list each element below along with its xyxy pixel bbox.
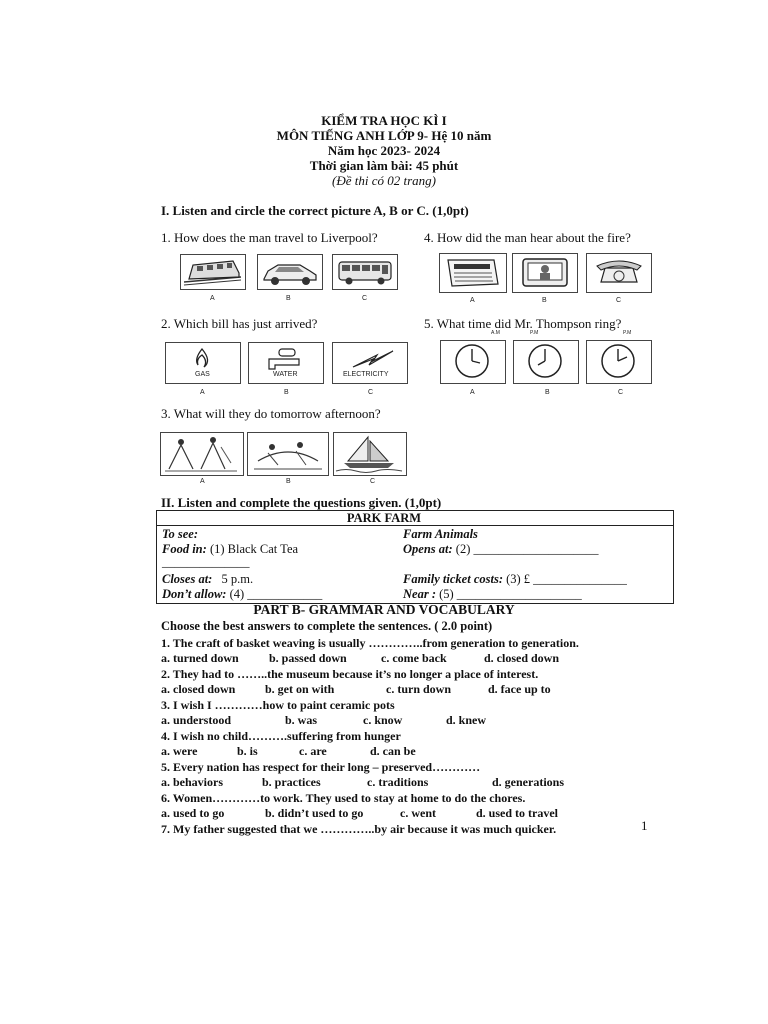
pm-label: P.M bbox=[623, 330, 632, 336]
food-value: (1) Black Cat Tea bbox=[209, 542, 299, 556]
option-c-label: C bbox=[370, 478, 376, 485]
option-c-label: C bbox=[368, 389, 374, 396]
option-b-label: B bbox=[286, 478, 291, 485]
option-a[interactable]: a. understood bbox=[161, 713, 232, 727]
food-blank[interactable]: ______________ bbox=[162, 555, 250, 569]
picture-clock-b[interactable] bbox=[513, 340, 579, 384]
ticket-label: Family ticket costs: bbox=[403, 572, 503, 586]
option-b-label: B bbox=[286, 295, 291, 302]
question-2: 2. Which bill has just arrived? bbox=[161, 316, 318, 331]
grammar-question-7: 7. My father suggested that we …………..by air because it was much quicker. bbox=[161, 822, 557, 836]
time-allowed: Thời gian làm bài: 45 phút bbox=[309, 158, 459, 173]
option-c[interactable]: c. traditions bbox=[367, 775, 429, 789]
page-count-note: (Đề thi có 02 trang) bbox=[332, 173, 436, 188]
option-c[interactable]: c. know bbox=[363, 713, 403, 727]
picture-picnic[interactable] bbox=[247, 432, 329, 476]
closes-label: Closes at: bbox=[162, 572, 213, 586]
grammar-question-6: 6. Women…………to work. They used to stay at home to do the chores. bbox=[161, 791, 526, 805]
subject-line: MÔN TIẾNG ANH LỚP 9- Hệ 10 năm bbox=[276, 128, 492, 143]
option-b[interactable]: b. was bbox=[285, 713, 318, 727]
picture-clock-a[interactable] bbox=[440, 340, 506, 384]
sailboat-icon bbox=[334, 433, 405, 474]
school-year: Năm học 2023- 2024 bbox=[327, 143, 441, 158]
grammar-question-5: 5. Every nation has respect for their long – preserved………… bbox=[161, 760, 481, 774]
option-a-label: A bbox=[470, 389, 475, 396]
question-1: 1. How does the man travel to Liverpool? bbox=[161, 230, 378, 245]
electricity-label: ELECTRICITY bbox=[343, 371, 389, 378]
picture-clock-c[interactable] bbox=[586, 340, 652, 384]
park-farm-title: PARK FARM bbox=[346, 511, 422, 525]
option-a[interactable]: a. used to go bbox=[161, 806, 225, 820]
option-a[interactable]: a. behaviors bbox=[161, 775, 224, 789]
near-row bbox=[403, 587, 582, 602]
picture-electricity-bill[interactable] bbox=[332, 342, 408, 384]
am-label: A.M bbox=[491, 330, 500, 336]
question-5: 5. What time did Mr. Thompson ring? bbox=[424, 316, 622, 331]
car-icon bbox=[258, 255, 321, 288]
dont-allow-row bbox=[162, 587, 322, 602]
option-c[interactable]: c. went bbox=[400, 806, 436, 820]
option-d[interactable]: d. closed down bbox=[484, 651, 560, 665]
option-a[interactable]: a. were bbox=[161, 744, 198, 758]
picture-television[interactable] bbox=[512, 253, 578, 293]
gas-label: GAS bbox=[195, 371, 210, 378]
pm-label: P.M bbox=[530, 330, 539, 336]
bus-icon bbox=[333, 255, 396, 288]
option-a-label: A bbox=[200, 389, 205, 396]
to-see-value: Farm Animals bbox=[403, 527, 478, 541]
picture-bus[interactable] bbox=[332, 254, 398, 290]
picture-telephone[interactable] bbox=[586, 253, 652, 293]
picture-car[interactable] bbox=[257, 254, 323, 290]
option-a-label: A bbox=[210, 295, 215, 302]
ticket-row bbox=[403, 572, 627, 587]
part-b-instruction: Choose the best answers to complete the sentences. ( 2.0 point) bbox=[161, 619, 493, 633]
option-b-label: B bbox=[545, 389, 550, 396]
option-c-label: C bbox=[618, 389, 624, 396]
picture-people-walking[interactable] bbox=[160, 432, 244, 476]
option-a[interactable]: a. closed down bbox=[161, 682, 236, 696]
option-b[interactable]: b. passed down bbox=[269, 651, 347, 665]
picture-water-bill[interactable] bbox=[248, 342, 324, 384]
question-4: 4. How did the man hear about the fire? bbox=[424, 230, 631, 245]
clock-icon bbox=[441, 341, 504, 382]
option-c[interactable]: c. turn down bbox=[386, 682, 452, 696]
to-see-row bbox=[162, 527, 198, 542]
option-c[interactable]: c. come back bbox=[381, 651, 447, 665]
dont-allow-label: Don’t allow: bbox=[162, 587, 227, 601]
food-label: Food in: bbox=[162, 542, 207, 556]
clock-icon bbox=[514, 341, 577, 382]
to-see-label: To see: bbox=[162, 527, 198, 541]
picnic-icon bbox=[248, 433, 327, 474]
option-b[interactable]: b. didn’t used to go bbox=[265, 806, 364, 820]
section1-title: I. Listen and circle the correct picture A, B or C. (1,0pt) bbox=[161, 203, 469, 218]
near-value[interactable]: (5) ____________________ bbox=[439, 587, 582, 601]
grammar-question-1: 1. The craft of basket weaving is usually …………..from generation to generation. bbox=[161, 636, 579, 650]
option-b-label: B bbox=[284, 389, 289, 396]
train-icon bbox=[181, 255, 244, 288]
part-b-title: PART B- GRAMMAR AND VOCABULARY bbox=[253, 602, 515, 617]
hiking-icon bbox=[161, 433, 242, 474]
grammar-question-2: 2. They had to ……..the museum because it’s no longer a place of interest. bbox=[161, 667, 539, 681]
option-b-label: B bbox=[542, 297, 547, 304]
option-d[interactable]: d. used to travel bbox=[476, 806, 558, 820]
page-number: 1 bbox=[641, 818, 648, 833]
near-label: Near : bbox=[403, 587, 436, 601]
option-a[interactable]: a. turned down bbox=[161, 651, 239, 665]
option-d[interactable]: d. generations bbox=[492, 775, 564, 789]
option-c-label: C bbox=[616, 297, 622, 304]
telephone-icon bbox=[587, 254, 650, 291]
closes-row bbox=[162, 572, 253, 587]
dont-allow-value[interactable]: (4) ____________ bbox=[229, 587, 323, 601]
ticket-value[interactable]: (3) £ _______________ bbox=[506, 572, 627, 586]
opens-value[interactable]: (2) ____________________ bbox=[455, 542, 599, 556]
option-b[interactable]: b. practices bbox=[262, 775, 321, 789]
option-c[interactable]: c. are bbox=[299, 744, 327, 758]
picture-gas-bill[interactable] bbox=[165, 342, 241, 384]
picture-train[interactable] bbox=[180, 254, 246, 290]
grammar-question-4: 4. I wish no child……….suffering from hunger bbox=[161, 729, 401, 743]
option-d[interactable]: d. can be bbox=[370, 744, 416, 758]
television-icon bbox=[513, 254, 576, 291]
option-a-label: A bbox=[470, 297, 475, 304]
picture-sailing[interactable] bbox=[333, 432, 407, 476]
option-b[interactable]: b. is bbox=[237, 744, 258, 758]
question-3: 3. What will they do tomorrow afternoon? bbox=[161, 406, 381, 421]
option-b[interactable]: b. get on with bbox=[265, 682, 335, 696]
option-d[interactable]: d. knew bbox=[446, 713, 487, 727]
option-a-label: A bbox=[200, 478, 205, 485]
exam-title: KIỂM TRA HỌC KÌ I bbox=[321, 113, 447, 128]
water-label: WATER bbox=[273, 371, 298, 378]
section2-title: II. Listen and complete the questions given. (1,0pt) bbox=[161, 495, 442, 510]
picture-newspaper[interactable] bbox=[439, 253, 507, 293]
grammar-question-3: 3. I wish I …………how to paint ceramic pots bbox=[161, 698, 395, 712]
option-d[interactable]: d. face up to bbox=[488, 682, 551, 696]
newspaper-icon bbox=[440, 254, 505, 291]
opens-row bbox=[403, 542, 598, 557]
option-c-label: C bbox=[362, 295, 368, 302]
opens-label: Opens at: bbox=[403, 542, 453, 556]
closes-value: 5 p.m. bbox=[221, 572, 254, 586]
clock-icon bbox=[587, 341, 650, 382]
